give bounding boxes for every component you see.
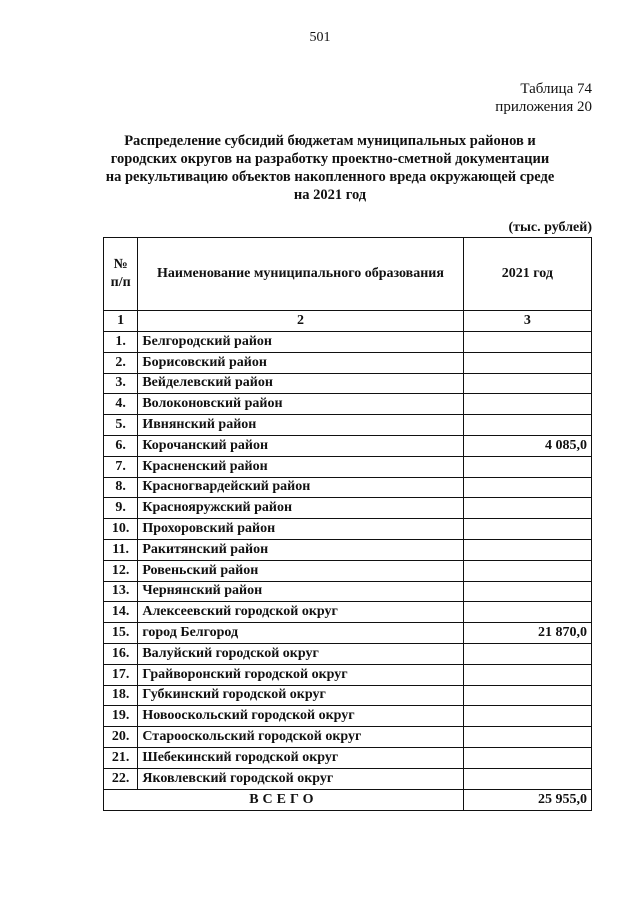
title-line2: городских округов на разработку проектно-сметной документации <box>110 151 550 167</box>
table-row <box>104 727 592 748</box>
row-value: 21 870,0 <box>463 623 591 644</box>
row-name: Старооскольский городской округ <box>138 727 463 748</box>
table-row <box>104 519 592 540</box>
row-value <box>463 768 591 789</box>
row-name: город Белгород <box>138 623 463 644</box>
table-row <box>104 623 592 644</box>
row-name: Грайворонский городской округ <box>138 664 463 685</box>
row-number: 3. <box>104 373 138 394</box>
row-name: Алексеевский городской округ <box>138 602 463 623</box>
row-value <box>463 581 591 602</box>
column-numbers-row <box>104 311 592 332</box>
column-number-2: 2 <box>138 311 463 332</box>
row-value <box>463 539 591 560</box>
table-row <box>104 706 592 727</box>
row-number: 17. <box>104 664 138 685</box>
row-number: 19. <box>104 706 138 727</box>
row-name: Губкинский городской округ <box>138 685 463 706</box>
row-number: 20. <box>104 727 138 748</box>
header-name: Наименование муниципального образования <box>138 238 463 311</box>
row-name: Корочанский район <box>138 435 463 456</box>
total-row <box>104 789 592 810</box>
row-name: Ивнянский район <box>138 415 463 436</box>
row-name: Белгородский район <box>138 332 463 353</box>
table-row <box>104 747 592 768</box>
row-number: 4. <box>104 394 138 415</box>
row-name: Красногвардейский район <box>138 477 463 498</box>
table-row <box>104 456 592 477</box>
row-value <box>463 352 591 373</box>
row-value <box>463 477 591 498</box>
header-number-line2: п/п <box>110 275 131 290</box>
row-value: 4 085,0 <box>463 435 591 456</box>
row-value <box>463 685 591 706</box>
table-ref-line1: Таблица 74 <box>520 81 592 97</box>
subsidy-table <box>103 237 592 811</box>
row-number: 5. <box>104 415 138 436</box>
total-value: 25 955,0 <box>463 789 591 810</box>
row-number: 21. <box>104 747 138 768</box>
row-name: Чернянский район <box>138 581 463 602</box>
row-name: Красненский район <box>138 456 463 477</box>
row-number: 10. <box>104 519 138 540</box>
table-row <box>104 498 592 519</box>
table-row <box>104 435 592 456</box>
total-label: ВСЕГО <box>104 789 464 810</box>
row-value <box>463 664 591 685</box>
row-number: 8. <box>104 477 138 498</box>
table-row <box>104 768 592 789</box>
row-value <box>463 456 591 477</box>
row-name: Валуйский городской округ <box>138 643 463 664</box>
row-number: 1. <box>104 332 138 353</box>
row-number: 7. <box>104 456 138 477</box>
row-number: 15. <box>104 623 138 644</box>
row-name: Ракитянский район <box>138 539 463 560</box>
row-number: 22. <box>104 768 138 789</box>
table-row <box>104 685 592 706</box>
page-number: 501 <box>309 30 331 45</box>
table-ref-line2: приложения 20 <box>495 99 592 115</box>
row-value <box>463 727 591 748</box>
row-number: 16. <box>104 643 138 664</box>
row-name: Краснояружский район <box>138 498 463 519</box>
row-number: 13. <box>104 581 138 602</box>
table-reference <box>495 80 592 116</box>
row-value <box>463 560 591 581</box>
row-number: 9. <box>104 498 138 519</box>
row-number: 6. <box>104 435 138 456</box>
row-value <box>463 373 591 394</box>
row-value <box>463 415 591 436</box>
table-row <box>104 352 592 373</box>
row-name: Шебекинский городской округ <box>138 747 463 768</box>
table-row <box>104 477 592 498</box>
row-name: Яковлевский городской округ <box>138 768 463 789</box>
table-row <box>104 332 592 353</box>
row-number: 14. <box>104 602 138 623</box>
row-value <box>463 602 591 623</box>
row-value <box>463 747 591 768</box>
row-number: 11. <box>104 539 138 560</box>
title-line4: на 2021 год <box>293 187 367 203</box>
row-name: Ровеньский район <box>138 560 463 581</box>
table-header-row <box>104 238 592 311</box>
row-value <box>463 498 591 519</box>
table-row <box>104 643 592 664</box>
row-number: 2. <box>104 352 138 373</box>
table-row <box>104 415 592 436</box>
title-line1: Распределение субсидий бюджетам муниципальных районов и <box>124 133 536 149</box>
row-number: 18. <box>104 685 138 706</box>
column-number-3: 3 <box>463 311 591 332</box>
table-row <box>104 539 592 560</box>
table-row <box>104 394 592 415</box>
row-value <box>463 643 591 664</box>
row-name: Борисовский район <box>138 352 463 373</box>
units-label: (тыс. рублей) <box>508 220 592 235</box>
table-row <box>104 373 592 394</box>
document-title <box>90 132 570 204</box>
header-number <box>104 238 138 311</box>
column-number-1: 1 <box>104 311 138 332</box>
row-value <box>463 394 591 415</box>
table-row <box>104 602 592 623</box>
row-name: Волоконовский район <box>138 394 463 415</box>
table-row <box>104 664 592 685</box>
table-row <box>104 560 592 581</box>
table-row <box>104 581 592 602</box>
header-year: 2021 год <box>463 238 591 311</box>
row-name: Прохоровский район <box>138 519 463 540</box>
row-name: Новооскольский городской округ <box>138 706 463 727</box>
title-line3: на рекультивацию объектов накопленного вреда окружающей среде <box>105 169 555 185</box>
row-value <box>463 519 591 540</box>
row-value <box>463 332 591 353</box>
row-value <box>463 706 591 727</box>
header-number-line1: № <box>113 257 128 272</box>
row-name: Вейделевский район <box>138 373 463 394</box>
row-number: 12. <box>104 560 138 581</box>
